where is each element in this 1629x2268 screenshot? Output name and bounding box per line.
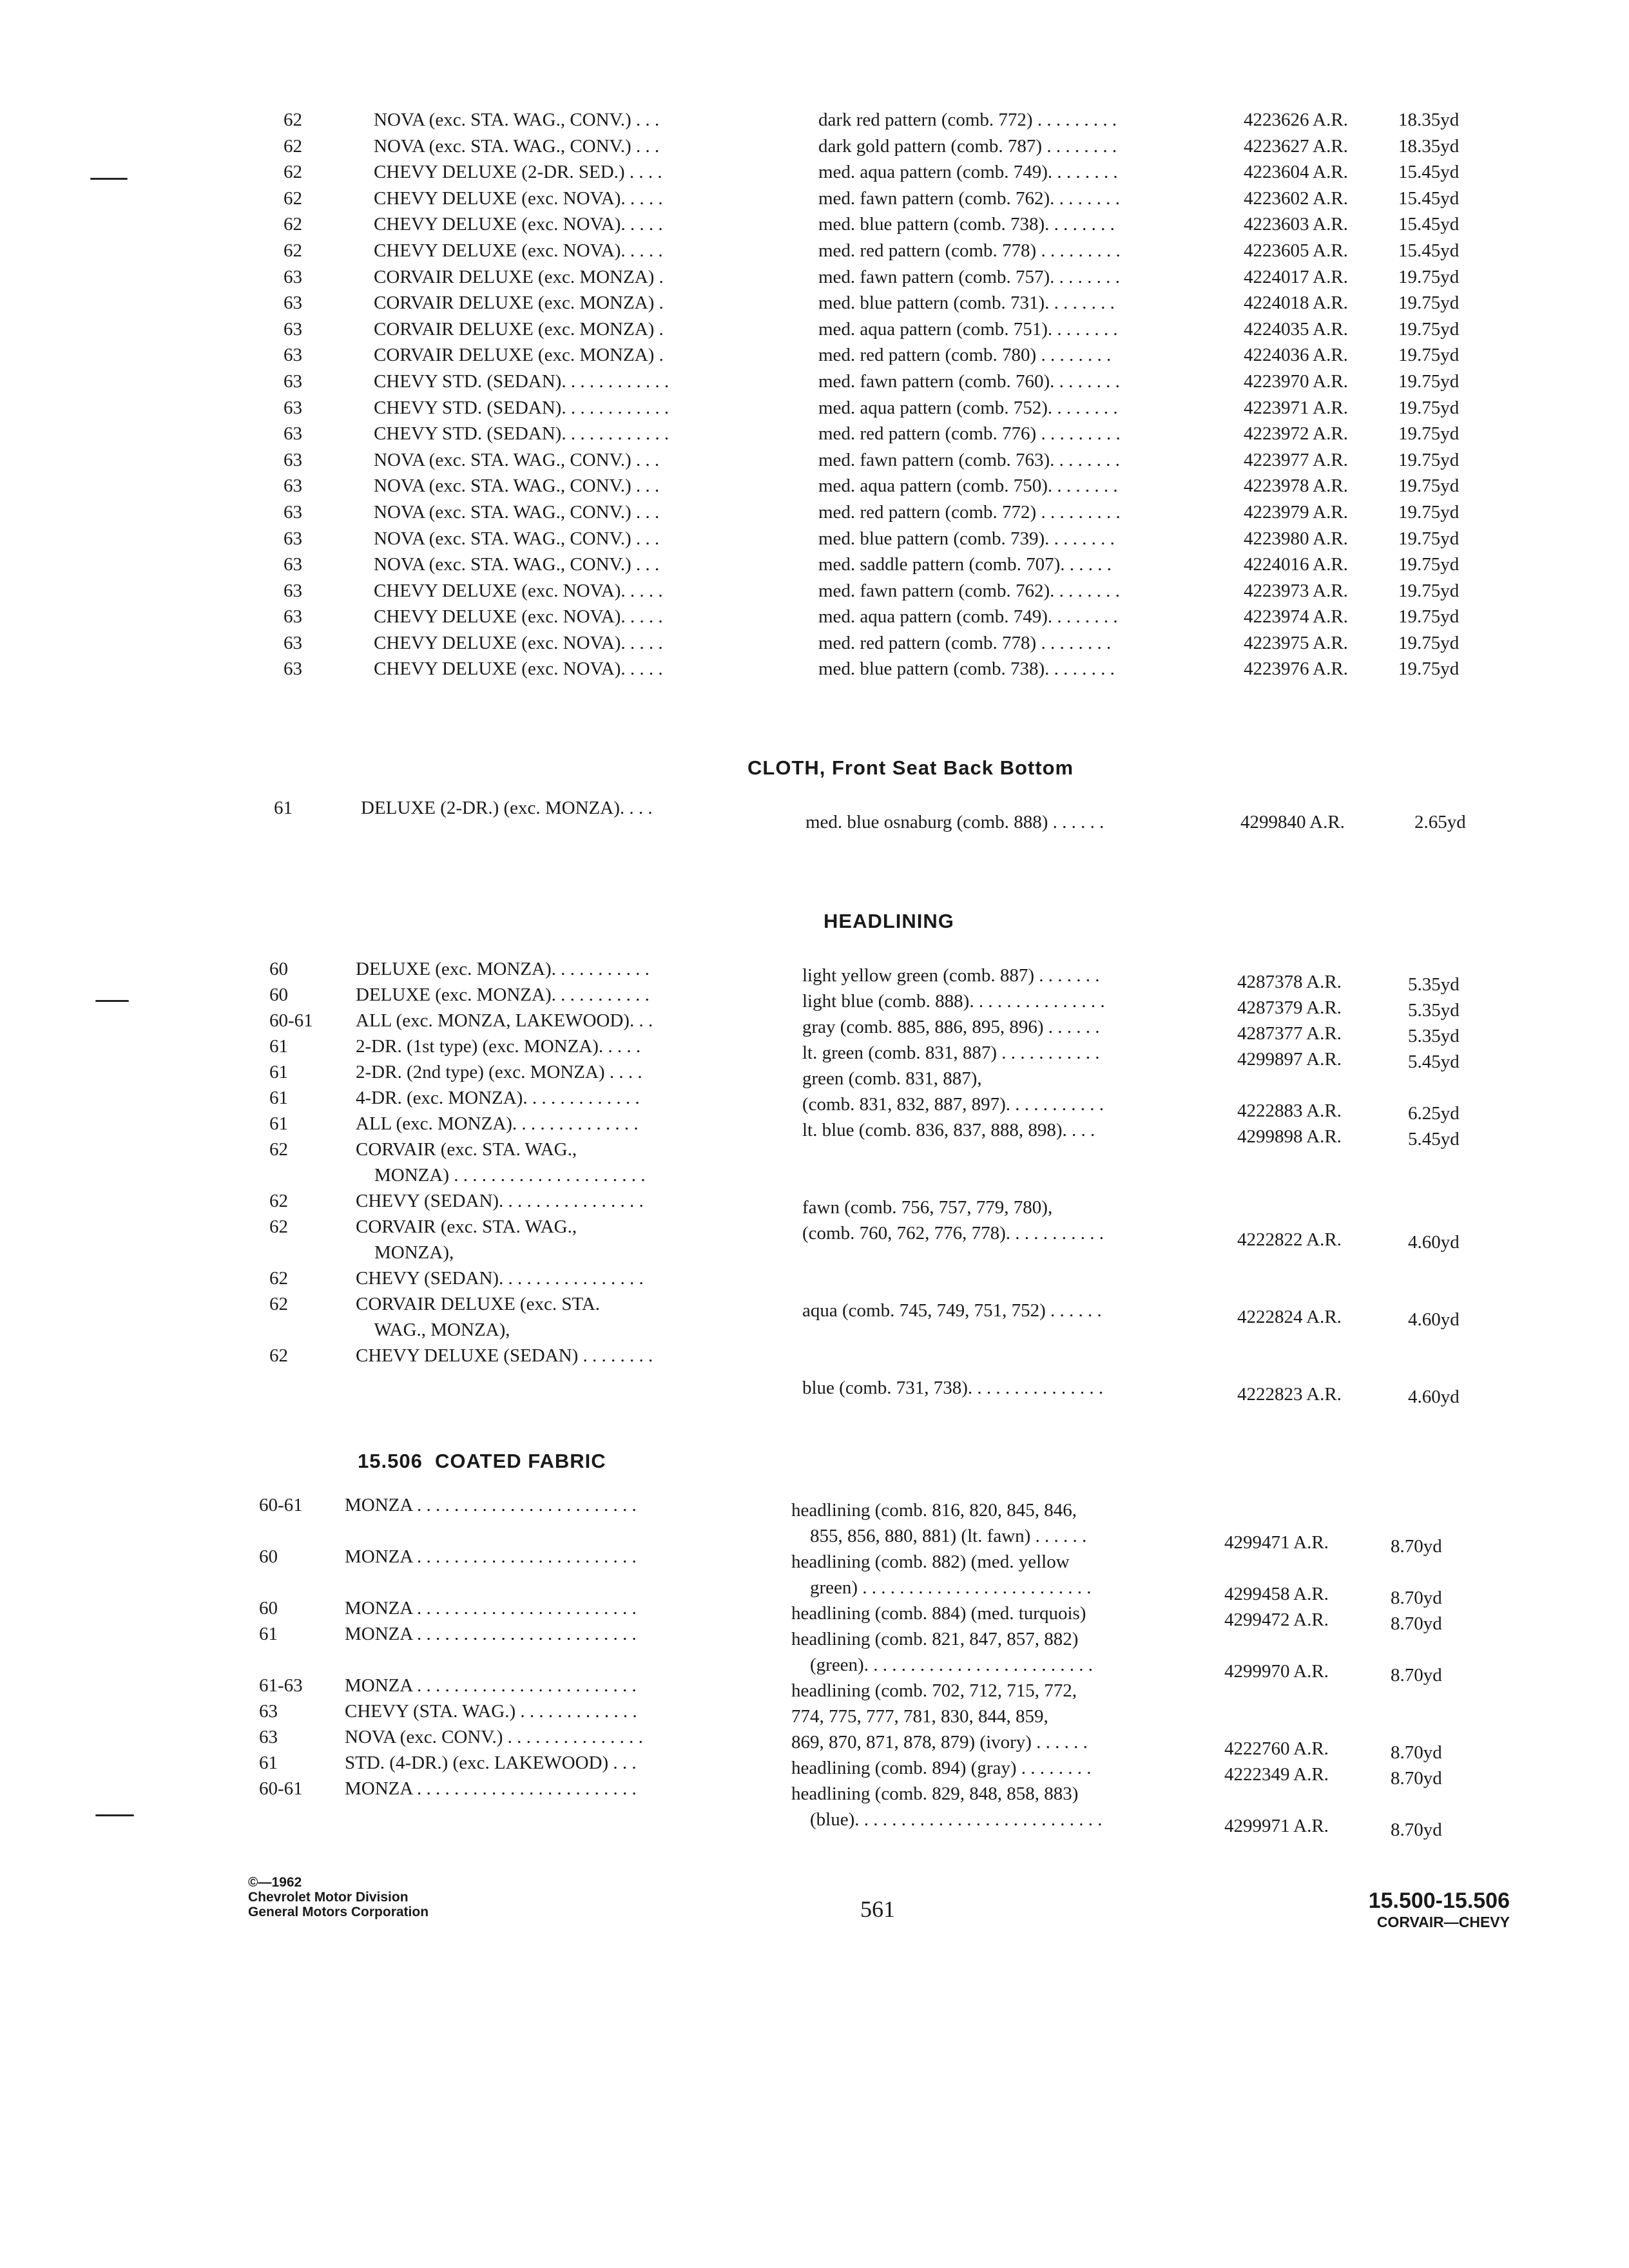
part-number: 4224036 A.R.	[1244, 345, 1348, 366]
part-number: 4223970 A.R.	[1244, 370, 1348, 392]
coated-quantities: 8.70yd 8.70yd 8.70yd 8.70yd 8.70yd 8.70yd 8.70yd	[1391, 1536, 1442, 1840]
parts-row	[258, 211, 1508, 238]
part-number: 4223605 A.R.	[1244, 240, 1348, 261]
part-model: CHEVY DELUXE (exc. NOVA). . . . .	[374, 606, 663, 628]
parts-row	[258, 473, 1508, 499]
part-year: 63	[284, 554, 302, 575]
part-year: 62	[284, 214, 302, 235]
part-number: 4224018 A.R.	[1244, 293, 1348, 314]
part-number: 4223975 A.R.	[1244, 632, 1348, 653]
part-quantity: 15.45yd	[1398, 162, 1460, 183]
part-description: med. blue pattern (comb. 738). . . . . . . .	[818, 658, 1115, 680]
part-year: 63	[284, 658, 302, 680]
section-heading-cloth: CLOTH, Front Seat Back Bottom	[747, 756, 1074, 779]
part-number: 4223977 A.R.	[1244, 449, 1348, 470]
section-heading-headlining: HEADLINING	[824, 910, 954, 932]
part-description: dark red pattern (comb. 772) . . . . . . . . .	[818, 110, 1117, 130]
page-number: 561	[860, 1896, 895, 1922]
cloth-qty: 2.65yd	[1414, 812, 1466, 832]
part-description: med. saddle pattern (comb. 707). . . . . .	[818, 554, 1112, 575]
part-number: 4223973 A.R.	[1244, 580, 1348, 601]
margin-mark-1	[90, 178, 128, 180]
headlining-models: DELUXE (exc. MONZA). . . . . . . . . . . DELUXE (exc. MONZA). . . . . . . . . . . ALL (exc. MONZA, LAKEWOOD). . . 2-DR. (1st type) (exc. MONZA). . . . . 2-DR. (2nd type) (exc. MONZA) . . . . 4-DR. (exc. MONZA). . . . . . . . . . . . . ALL (exc. MONZA). . . . . . . . . . . . . . CORVAIR (exc. STA. WAG., MONZA) . . . . . . . . . . . . . . . . . . . . . CHEVY (SEDAN). . . . . . . . . . . . . . . . CORVAIR (exc. STA. WAG., MONZA), CHEVY (SEDAN). . . . . . . . . . . . . . . . CORVAIR DELUXE (exc. STA. WAG., MONZA), CHEVY DELUXE (SEDAN) . . . . . . . .	[356, 959, 653, 1366]
part-description: med. red pattern (comb. 778) . . . . . . . . .	[818, 240, 1121, 261]
part-year: 63	[284, 606, 302, 628]
division-name: Chevrolet Motor Division	[248, 1890, 409, 1905]
section-heading-coated-fabric: 15.506 COATED FABRIC	[358, 1450, 606, 1472]
part-number: 4224016 A.R.	[1244, 554, 1348, 575]
part-description: med. aqua pattern (comb. 749). . . . . . . .	[818, 606, 1118, 628]
part-model: CHEVY DELUXE (exc. NOVA). . . . .	[374, 240, 663, 261]
section-subtitle: CORVAIR—CHEVY	[1376, 1914, 1510, 1930]
part-description: med. red pattern (comb. 778) . . . . . . . .	[818, 632, 1112, 653]
part-number: 4223972 A.R.	[1244, 423, 1348, 445]
part-year: 63	[284, 632, 302, 653]
part-model: CHEVY DELUXE (exc. NOVA). . . . .	[374, 580, 663, 601]
parts-row	[258, 133, 1508, 160]
parts-row	[258, 316, 1508, 343]
headlining-quantities: 5.35yd 5.35yd 5.35yd 5.45yd 6.25yd 5.45yd 4.60yd 4.60yd 4.60yd	[1408, 974, 1460, 1407]
part-quantity: 18.35yd	[1398, 110, 1460, 130]
part-year: 63	[284, 476, 302, 497]
part-quantity: 19.75yd	[1398, 266, 1460, 287]
part-number: 4223980 A.R.	[1244, 528, 1348, 549]
part-year: 62	[284, 187, 302, 209]
part-quantity: 19.75yd	[1398, 397, 1460, 418]
margin-mark-2	[95, 1000, 129, 1002]
part-description: med. red pattern (comb. 780) . . . . . . . .	[818, 345, 1112, 366]
part-year: 63	[284, 501, 302, 523]
part-model: NOVA (exc. STA. WAG., CONV.) . . .	[374, 501, 660, 523]
part-description: med. fawn pattern (comb. 762). . . . . . . .	[818, 187, 1120, 209]
part-number: 4224035 A.R.	[1244, 318, 1348, 340]
part-description: med. fawn pattern (comb. 762). . . . . . . .	[818, 580, 1120, 601]
part-quantity: 19.75yd	[1398, 528, 1460, 549]
part-quantity: 19.75yd	[1398, 476, 1460, 497]
parts-row	[258, 395, 1508, 421]
part-description: med. blue pattern (comb. 738). . . . . . . .	[818, 214, 1115, 235]
cloth-model: DELUXE (2-DR.) (exc. MONZA). . . .	[361, 798, 653, 818]
copyright: ©—1962	[248, 1875, 302, 1890]
part-quantity: 19.75yd	[1398, 449, 1460, 470]
parts-row	[258, 421, 1508, 447]
part-number: 4223627 A.R.	[1244, 135, 1348, 157]
part-description: med. red pattern (comb. 776) . . . . . . . . .	[818, 423, 1121, 445]
part-description: med. red pattern (comb. 772) . . . . . . . . .	[818, 501, 1121, 523]
part-year: 63	[284, 293, 302, 314]
parts-row	[258, 656, 1508, 682]
part-year: 63	[284, 580, 302, 601]
part-model: CHEVY STD. (SEDAN). . . . . . . . . . . .	[374, 423, 670, 445]
part-description: med. aqua pattern (comb. 751). . . . . . . .	[818, 318, 1118, 340]
part-description: dark gold pattern (comb. 787) . . . . . . . .	[818, 135, 1117, 157]
part-description: med. fawn pattern (comb. 757). . . . . . . .	[818, 266, 1120, 287]
part-number: 4223974 A.R.	[1244, 606, 1348, 628]
parts-row	[258, 238, 1508, 264]
part-quantity: 19.75yd	[1398, 606, 1460, 628]
part-description: med. fawn pattern (comb. 760). . . . . . . .	[818, 370, 1120, 392]
parts-row	[258, 447, 1508, 474]
part-quantity: 19.75yd	[1398, 554, 1460, 575]
part-year: 63	[284, 449, 302, 470]
parts-row	[258, 499, 1508, 526]
part-quantity: 19.75yd	[1398, 318, 1460, 340]
part-model: NOVA (exc. STA. WAG., CONV.) . . .	[374, 528, 660, 549]
part-year: 63	[284, 370, 302, 392]
part-model: NOVA (exc. STA. WAG., CONV.) . . .	[374, 110, 660, 130]
footer-copyright-block	[248, 1875, 429, 1919]
part-year: 63	[284, 397, 302, 418]
part-number: 4223604 A.R.	[1244, 162, 1348, 183]
part-year: 63	[284, 423, 302, 445]
part-year: 63	[284, 528, 302, 549]
part-model: CHEVY STD. (SEDAN). . . . . . . . . . . .	[374, 370, 670, 392]
cloth-desc: med. blue osnaburg (comb. 888) . . . . . .	[805, 812, 1104, 832]
part-number: 4223976 A.R.	[1244, 658, 1348, 680]
corporation-name: General Motors Corporation	[248, 1905, 429, 1919]
part-quantity: 19.75yd	[1398, 632, 1460, 653]
cloth-part-number: 4299840 A.R.	[1240, 812, 1345, 832]
part-description: med. fawn pattern (comb. 763). . . . . . . .	[818, 449, 1120, 470]
parts-row	[258, 578, 1508, 604]
part-year: 63	[284, 318, 302, 340]
part-year: 63	[284, 266, 302, 287]
cloth-row	[258, 795, 1508, 832]
parts-row	[258, 186, 1508, 212]
parts-row	[258, 369, 1508, 395]
part-model: NOVA (exc. STA. WAG., CONV.) . . .	[374, 449, 660, 470]
part-quantity: 19.75yd	[1398, 580, 1460, 601]
part-quantity: 15.45yd	[1398, 214, 1460, 235]
part-model: NOVA (exc. STA. WAG., CONV.) . . .	[374, 554, 660, 575]
part-model: CHEVY DELUXE (exc. NOVA). . . . .	[374, 214, 663, 235]
part-quantity: 15.45yd	[1398, 187, 1460, 209]
part-model: CHEVY DELUXE (2-DR. SED.) . . . .	[374, 162, 662, 183]
part-quantity: 18.35yd	[1398, 135, 1460, 157]
part-number: 4223971 A.R.	[1244, 397, 1348, 418]
part-year: 62	[284, 240, 302, 261]
parts-row	[258, 107, 1508, 133]
part-quantity: 15.45yd	[1398, 240, 1460, 261]
parts-row	[258, 630, 1508, 657]
part-quantity: 19.75yd	[1398, 658, 1460, 680]
parts-table-continued	[258, 107, 1508, 682]
part-number: 4223602 A.R.	[1244, 187, 1348, 209]
part-description: med. aqua pattern (comb. 752). . . . . . . .	[818, 397, 1118, 418]
part-model: CORVAIR DELUXE (exc. MONZA) .	[374, 266, 664, 287]
part-model: CORVAIR DELUXE (exc. MONZA) .	[374, 293, 664, 314]
part-year: 63	[284, 345, 302, 366]
part-model: CORVAIR DELUXE (exc. MONZA) .	[374, 318, 664, 340]
coated-part-numbers: 4299471 A.R. 4299458 A.R. 4299472 A.R. 4299970 A.R. 4222760 A.R. 4222349 A.R. 4299971 A.R.	[1224, 1532, 1329, 1836]
parts-row	[258, 552, 1508, 578]
parts-row	[258, 264, 1508, 291]
parts-row	[258, 526, 1508, 552]
part-quantity: 19.75yd	[1398, 501, 1460, 523]
part-model: CHEVY STD. (SEDAN). . . . . . . . . . . .	[374, 397, 670, 418]
parts-row	[258, 604, 1508, 630]
part-model: CORVAIR DELUXE (exc. MONZA) .	[374, 345, 664, 366]
part-quantity: 19.75yd	[1398, 370, 1460, 392]
part-number: 4223626 A.R.	[1244, 110, 1348, 130]
part-description: med. aqua pattern (comb. 750). . . . . . . .	[818, 476, 1118, 497]
part-model: NOVA (exc. STA. WAG., CONV.) . . .	[374, 135, 660, 157]
part-quantity: 19.75yd	[1398, 423, 1460, 445]
coated-descriptions: headlining (comb. 816, 820, 845, 846, 855, 856, 880, 881) (lt. fawn) . . . . . . headlining (comb. 882) (med. yellow green) . . . . . . . . . . . . . . . . . . . . . . . . . headlining (comb. 884) (med. turquois) headlining (comb. 821, 847, 857, 882) (green). . . . . . . . . . . . . . . . . . . . . . . . . headlining (comb. 702, 712, 715, 772, 774, 775, 777, 781, 830, 844, 859, 869, 870, 871, 878, 879) (ivory) . . . . . . headlining (comb. 894) (gray) . . . . . . . . headlining (comb. 829, 848, 858, 883) (blue). . . . . . . . . . . . . . . . . . . . . . . . . . .	[791, 1500, 1103, 1830]
part-description: med. blue pattern (comb. 731). . . . . . . .	[818, 293, 1115, 314]
headlining-descriptions: light yellow green (comb. 887) . . . . . . . light blue (comb. 888). . . . . . . . . . . . . . . gray (comb. 885, 886, 895, 896) . . . . . . lt. green (comb. 831, 887) . . . . . . . . . . . green (comb. 831, 887), (comb. 831, 832, 887, 897). . . . . . . . . . . lt. blue (comb. 836, 837, 888, 898). . . . fawn (comb. 756, 757, 779, 780), (comb. 760, 762, 776, 778). . . . . . . . . . . aqua (comb. 745, 749, 751, 752) . . . . . . blue (comb. 731, 738). . . . . . . . . . . . . . .	[802, 965, 1105, 1398]
part-number: 4223978 A.R.	[1244, 476, 1348, 497]
part-number: 4223603 A.R.	[1244, 214, 1348, 235]
part-description: med. blue pattern (comb. 739). . . . . . . .	[818, 528, 1115, 549]
parts-row	[258, 290, 1508, 316]
part-model: NOVA (exc. STA. WAG., CONV.) . . .	[374, 476, 660, 497]
margin-mark-3	[95, 1814, 134, 1816]
part-quantity: 19.75yd	[1398, 293, 1460, 314]
part-description: med. aqua pattern (comb. 749). . . . . . . .	[818, 162, 1118, 183]
headlining-part-numbers: 4287378 A.R. 4287379 A.R. 4287377 A.R. 4299897 A.R. 4222883 A.R. 4299898 A.R. 4222822 A.R. 4222824 A.R. 4222823 A.R.	[1237, 972, 1342, 1405]
part-year: 62	[284, 135, 302, 157]
coated-models: MONZA . . . . . . . . . . . . . . . . . . . . . . . . MONZA . . . . . . . . . . . . . . . . . . . . . . . . MONZA . . . . . . . . . . . . . . . . . . . . . . . . MONZA . . . . . . . . . . . . . . . . . . . . . . . . MONZA . . . . . . . . . . . . . . . . . . . . . . . . CHEVY (STA. WAG.) . . . . . . . . . . . . . NOVA (exc. CONV.) . . . . . . . . . . . . . . . STD. (4-DR.) (exc. LAKEWOOD) . . . MONZA . . . . . . . . . . . . . . . . . . . . . . . .	[345, 1495, 643, 1799]
footer-section-block	[1369, 1888, 1510, 1930]
part-number: 4224017 A.R.	[1244, 266, 1348, 287]
section-code: 15.500-15.506	[1368, 1888, 1510, 1913]
part-model: CHEVY DELUXE (exc. NOVA). . . . .	[374, 632, 663, 653]
coated-years: 60-61 60 60 61 61-63 63 63 61 60-61	[259, 1495, 303, 1799]
part-model: CHEVY DELUXE (exc. NOVA). . . . .	[374, 187, 663, 209]
headlining-years: 60 60 60-61 61 61 61 61 62 62 62 62 62 62	[269, 959, 313, 1366]
cloth-year: 61	[274, 798, 293, 818]
part-quantity: 19.75yd	[1398, 345, 1460, 366]
parts-row	[258, 342, 1508, 369]
part-number: 4223979 A.R.	[1244, 501, 1348, 523]
part-year: 62	[284, 110, 302, 130]
part-year: 62	[284, 162, 302, 183]
part-model: CHEVY DELUXE (exc. NOVA). . . . .	[374, 658, 663, 680]
parts-row	[258, 159, 1508, 186]
